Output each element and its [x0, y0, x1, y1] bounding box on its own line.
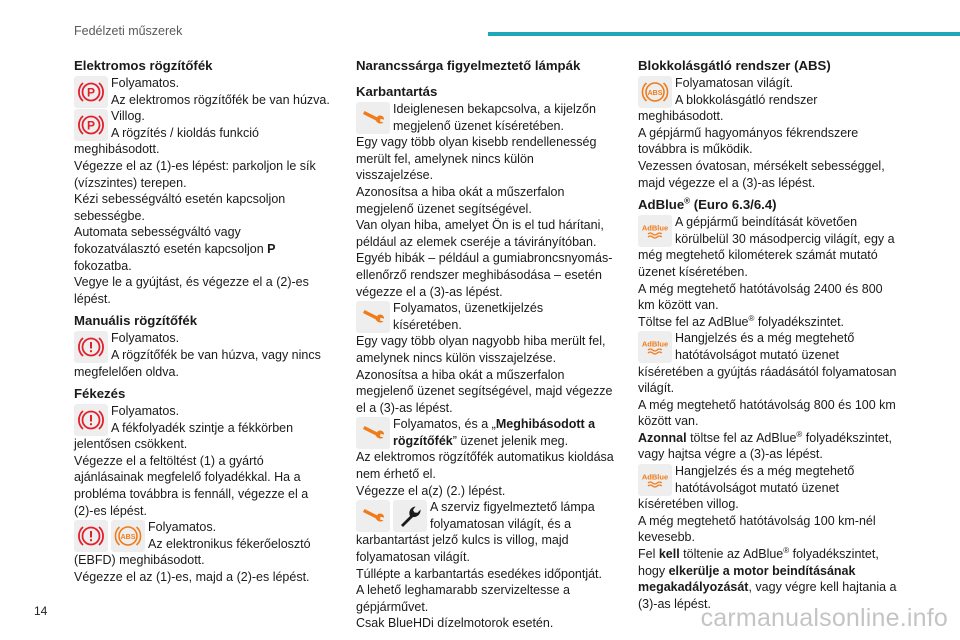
warning-item — [74, 75, 330, 108]
column-left — [74, 58, 330, 586]
item-text: A gépjármű beindítását követően körülbelül 30 másodpercig világít, egy a még megtehető kilométerek számát mutató üzenet kíséretében. — [638, 215, 895, 279]
brake-circle-red-icon — [74, 404, 108, 436]
section-title-manual-parking-brake: Manuális rögzítőfék — [74, 313, 198, 329]
service-wrench-black-icon — [393, 500, 427, 532]
section-title-abs: Blokkolásgátló rendszer (ABS) — [638, 58, 831, 73]
item-text: Végezze el a feltöltést (1) a gyártó ajánlásainak megfelelő folyadékkal. Ha a probléma továbbra is fennáll, végezze el a (2)-es lépést. — [74, 453, 309, 518]
warning-item — [638, 463, 900, 612]
item-text: Azonosítsa a hiba okát a műszerfalon megjelenő üzenet segítségével, majd végezze el a (3)-as lépést. — [356, 367, 613, 415]
item-text: Folyamatos. — [111, 76, 180, 90]
item-text: Azonnal töltse fel az AdBlue® folyadékszintet, vagy hajtsa végre a (3)-as lépést. — [638, 429, 892, 462]
column-middle — [356, 58, 614, 632]
brake-circle-red-icon — [74, 520, 108, 552]
warning-item — [638, 75, 900, 191]
section-title-electric-parking-brake: Elektromos rögzítőfék — [74, 58, 213, 73]
warning-item — [638, 330, 900, 463]
warning-item — [74, 108, 330, 307]
item-text: Folyamatos, üzenetkijelzés kíséretében. — [393, 301, 544, 332]
item-text: Automata sebességváltó vagy fokozatválasztó esetén kapcsoljon P fokozatba. — [74, 225, 276, 273]
abs-orange-icon — [111, 520, 145, 552]
watermark: carmanualsonline.info — [700, 604, 948, 632]
item-text: A még megtehető hatótávolság 100 km-nél kevesebb. — [638, 513, 876, 545]
item-text: Kézi sebességváltó esetén kapcsoljon sebességbe. — [74, 192, 286, 223]
item-text: Végezze el az (1)-es, majd a (2)-es lépést. — [74, 570, 310, 585]
item-text: Csak BlueHDi dízelmotorok esetén. — [356, 616, 554, 631]
item-text: Hangjelzés és a még megtehető hatótávolságot mutató üzenet kíséretében villog. — [638, 464, 855, 512]
item-text: A még megtehető hatótávolság 800 és 100 km között van. — [638, 397, 896, 429]
warning-item — [74, 403, 330, 519]
item-text: Villog. — [111, 109, 145, 124]
item-text: Végezze el a(z) (2.) lépést. — [356, 483, 506, 498]
item-text: A lehető leghamarabb szervizeltesse a gépjárművet. — [356, 583, 571, 614]
section-title-maintenance: Karbantartás — [356, 84, 438, 99]
warning-item — [74, 330, 330, 380]
page-number: 14 — [34, 604, 48, 618]
parking-brake-p-red-icon — [74, 109, 108, 141]
warning-item — [638, 214, 900, 330]
item-text: A még megtehető hatótávolság 2400 és 800 km között van. — [638, 281, 883, 313]
brake-circle-red-icon — [74, 331, 108, 363]
wrench-orange-icon — [356, 301, 390, 333]
adblue-orange-icon — [638, 464, 672, 496]
item-text: Az elektromos rögzítőfék be van húzva. — [111, 92, 330, 107]
adblue-orange-icon — [638, 215, 672, 247]
warning-item — [356, 499, 614, 632]
item-text: Az elektronikus fékerőelosztó (EBFD) meghibásodott. — [74, 536, 311, 568]
item-text: Folyamatos, és a „Meghibásodott a rögzítőfék” üzenet jelenik meg. — [393, 417, 596, 448]
section-title-braking: Fékezés — [74, 386, 126, 402]
item-text: A rögzítőfék be van húzva, vagy nincs megfelelően oldva. — [74, 347, 321, 379]
item-text: Végezze el az (1)-es lépést: parkoljon le sík (vízszintes) terepen. — [74, 158, 316, 190]
wrench-orange-icon — [356, 102, 390, 134]
item-text: Hangjelzés és a még megtehető hatótávolságot mutató üzenet kíséretében a gyújtás ráadásától folyamatosan világít. — [638, 331, 897, 396]
item-text: Vegye le a gyújtást, és végezze el a (2)-es lépést. — [74, 275, 309, 306]
item-text: Az elektromos rögzítőfék automatikus kioldása nem érhető el. — [356, 450, 614, 482]
item-text: Egyéb hibák – például a gumiabroncsnyomás-ellenőrző rendszer meghibásodása – esetén végezze el a (3)-as lépést. — [356, 251, 613, 299]
item-text: Egy vagy több olyan nagyobb hiba merült fel, amelynek nincs külön visszajelzése. — [356, 334, 606, 365]
item-text: Túllépte a karbantartás esedékes időpontját. — [356, 566, 602, 581]
item-text: Van olyan hiba, amelyet Ön is el tud hárítani, például az elemek cseréje a távirányítóban. — [356, 218, 604, 249]
item-text: A fékfolyadék szintje a fékkörben jelentősen csökkent. — [74, 420, 294, 452]
section-title-orange-warning-lamps: Narancssárga figyelmeztető lámpák — [356, 58, 581, 73]
adblue-orange-icon — [638, 331, 672, 363]
item-text: Folyamatos. — [148, 520, 217, 535]
wrench-orange-icon — [356, 500, 390, 532]
item-text: Folyamatos. — [111, 331, 180, 346]
item-text: A rögzítés / kioldás funkció meghibásodott. — [74, 125, 259, 157]
parking-brake-p-red-icon — [74, 76, 108, 108]
item-text: Azonosítsa a hiba okát a műszerfalon megjelenő üzenet segítségével. — [356, 184, 565, 216]
item-text: A blokkolásgátló rendszer meghibásodott. — [638, 92, 818, 124]
item-text: Egy vagy több olyan kisebb rendellenesség merült fel, amelynek nincs külön visszajelzése. — [356, 135, 597, 183]
item-text: Ideiglenesen bekapcsolva, a kijelzőn megjelenő üzenet kíséretében. — [393, 102, 596, 133]
item-text: Vezessen óvatosan, mérsékelt sebességgel, majd végezze el a (3)-as lépést. — [638, 158, 885, 190]
item-text: Töltse fel az AdBlue® folyadékszintet. — [638, 313, 845, 329]
item-text: A gépjármű hagyományos fékrendszere továbbra is működik. — [638, 125, 859, 157]
warning-item — [74, 519, 330, 585]
wrench-orange-icon — [356, 417, 390, 449]
column-right — [638, 58, 900, 612]
header-accent-bar — [488, 32, 960, 36]
warning-item — [356, 300, 614, 416]
item-text: Fel kell töltenie az AdBlue® folyadékszintet, hogy elkerülje a motor beindításának megakadályozását, vagy végre kell hajtania a (3)-as lépést. — [638, 545, 897, 611]
warning-item — [356, 101, 614, 300]
abs-orange-icon — [638, 76, 672, 108]
item-text: Folyamatosan világít. — [675, 76, 794, 90]
warning-item — [356, 416, 614, 499]
item-text: A szerviz figyelmeztető lámpa folyamatosan világít, és a karbantartást jelző kulcs is villog, majd folyamatosan világít. — [356, 500, 595, 565]
item-text: Folyamatos. — [111, 404, 180, 419]
page-header-title: Fedélzeti műszerek — [74, 24, 183, 38]
section-title-adblue: AdBlue® (Euro 6.3/6.4) — [638, 196, 777, 213]
